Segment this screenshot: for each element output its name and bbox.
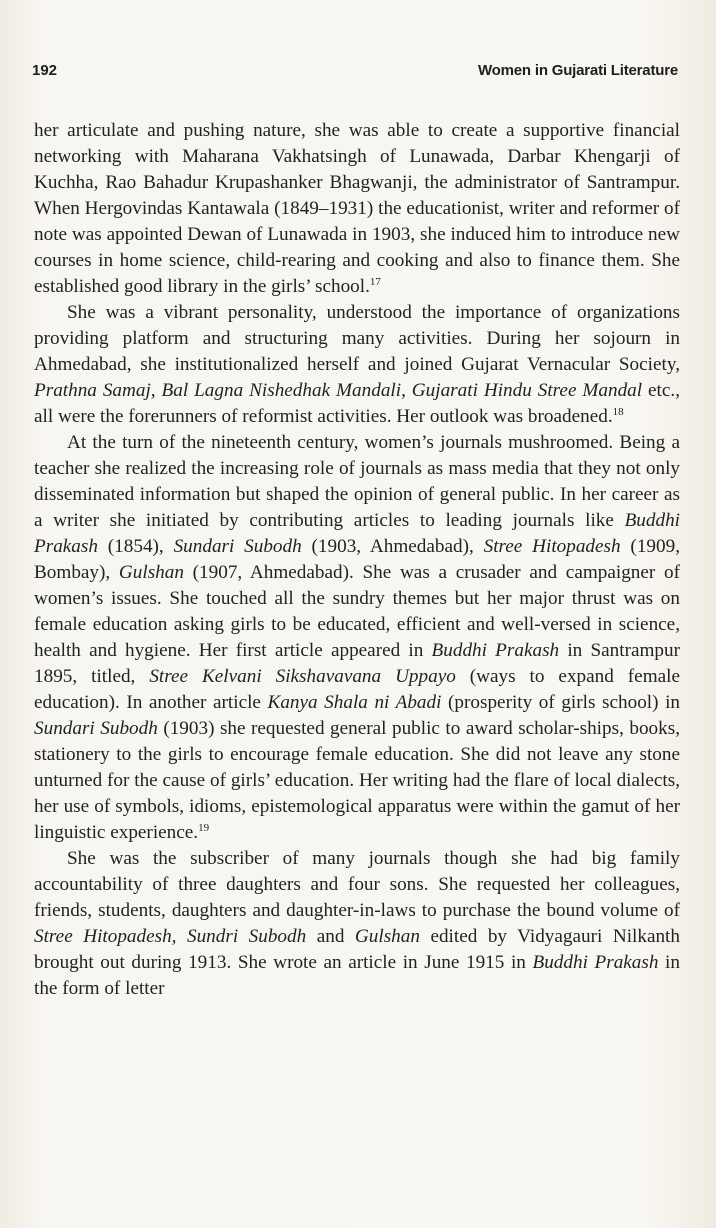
text-run: At the turn of the nineteenth century, women’s journals mushroomed. Being a teacher she realized the increasing role of journals as mass media that they not only disseminated information but shaped the opinion of general public. In her career as a writer she initiated by contributing articles to leading journals like [34,432,680,531]
text-run: in the form of letter [34,952,680,999]
text-run: She was the subscriber of many journals though she had big family accountability of three daughters and four sons. She requested her colleagues, friends, students, daughters and daughter-in-laws to purchase the bound volume of [34,848,680,921]
text-run: etc., all were the forerunners of reformist activities. Her outlook was broadened. [34,380,680,427]
italic-title: Stree Kelvani Sikshavavana Uppayo [149,666,456,687]
text-run: (1903, Ahmedabad), [301,536,484,557]
footnote-ref: 19 [198,822,210,834]
italic-title: Buddhi Prakash [431,640,560,661]
italic-title: Buddhi Prakash [532,952,659,973]
running-header [32,62,678,88]
text-run: her articulate and pushing nature, she was able to create a supportive financial networking with Maharana Vakhatsingh of Lunawada, Darbar Khengarji of Kuchha, Rao Bahadur Krupashanker Bhagwanji, the administrator of Santrampur. When Hergovindas Kantawala (1849–1931) the educationist, writer and reformer of note was appointed Dewan of Lunawada in 1903, she induced him to introduce new courses in home science, child-rearing and cooking and also to finance them. She established good library in the girls’ school. [34,120,680,297]
body-text [34,118,680,1002]
text-run: (1854), [97,536,174,557]
italic-title: Sundari Subodh [173,536,302,557]
italic-title: Prathna Samaj, Bal Lagna Nishedhak Mandali, Gujarati Hindu Stree Mandal [34,380,643,401]
paragraph-3 [34,430,680,846]
text-run: (prosperity of girls school) in [441,692,680,713]
text-run: edited by Vidyagauri Nilkanth brought out during 1913. She wrote an article in June 1915 in [34,926,680,973]
text-run: (1909, Bombay), [34,536,680,583]
paragraph-2 [34,300,680,430]
text-run: (1903) she requested general public to award scholar-ships, books, stationery to the girls to encourage female education. She did not leave any stone unturned for the cause of girls’ education. Her writing had the flare of local dialects, her use of symbols, idioms, epistemological apparatus were within the gamut of her linguistic experience. [34,718,680,843]
paragraph-4 [34,846,680,1002]
text-run: and [306,926,355,947]
italic-title: Stree Hitopadesh [483,536,621,557]
italic-title: Kanya Shala ni Abadi [267,692,442,713]
page-number: 192 [32,62,58,79]
italic-title: Stree Hitopadesh, Sundri Subodh [34,926,307,947]
italic-title: Sundari Subodh [34,718,158,739]
text-run: (1907, Ahmedabad). She was a crusader and campaigner of women’s issues. She touched all the sundry themes but her major thrust was on female education asking girls to be educated, efficient and well-versed in science, health and hygiene. Her first article appeared in [34,562,680,661]
text-run: (ways to expand female education). In another article [34,666,680,713]
italic-title: Gulshan [118,562,184,583]
paragraph-1 [34,118,680,300]
footnote-ref: 17 [369,276,381,288]
text-run: in Santrampur 1895, titled, [34,640,680,687]
running-title: Women in Gujarati Literature [478,62,678,79]
text-run: She was a vibrant personality, understood the importance of organizations providing platform and structuring many activities. During her sojourn in Ahmedabad, she institutionalized herself and joined Gujarat Vernacular Society, [34,302,680,375]
italic-title: Buddhi Prakash [34,510,680,557]
italic-title: Gulshan [354,926,420,947]
footnote-ref: 18 [612,406,624,418]
